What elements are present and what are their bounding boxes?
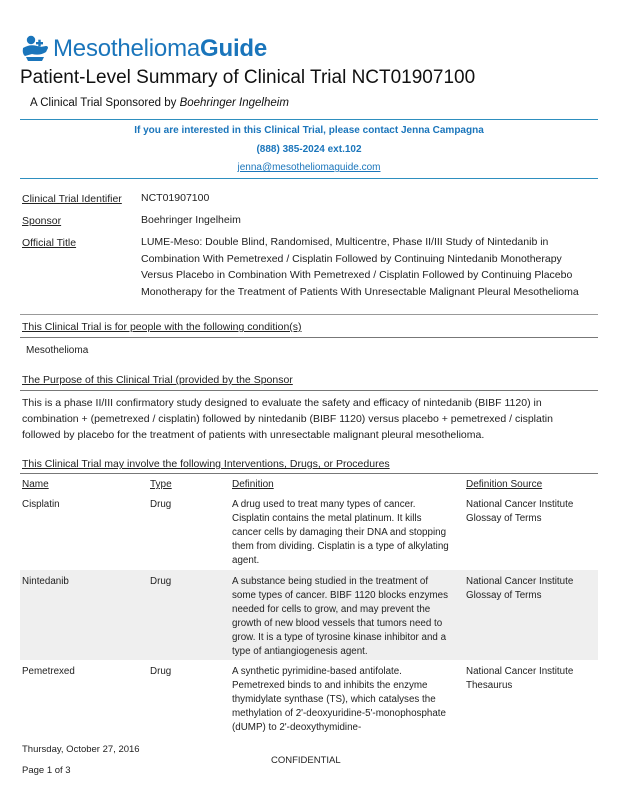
contact-line: If you are interested in this Clinical Trial, please contact Jenna Campagna	[134, 125, 484, 136]
column-header-definition: Definition	[232, 479, 274, 490]
mesothelioma-guide-logo[interactable]	[20, 32, 267, 66]
page-subtitle	[30, 97, 289, 109]
condition-value: Mesothelioma	[26, 345, 89, 356]
column-header-type: Type	[150, 479, 172, 490]
contact-phone[interactable]: (888) 385-2024 ext.102	[256, 144, 362, 155]
row-name: Pemetrexed	[22, 666, 75, 677]
subtitle-prefix: A Clinical Trial Sponsored by	[30, 97, 180, 109]
interventions-heading: This Clinical Trial may involve the following Interventions, Drugs, or Procedures	[22, 458, 390, 470]
contact-email-link[interactable]: jenna@mesotheliomaguide.com	[237, 162, 381, 173]
row-type: Drug	[150, 666, 172, 677]
column-header-name: Name	[22, 479, 49, 490]
details-divider	[20, 314, 598, 315]
row-source: National Cancer Institute Glossay of Terms	[466, 576, 574, 602]
row-source: National Cancer Institute Glossay of Terms	[466, 499, 574, 525]
logo-wordmark	[53, 34, 267, 64]
purpose-text: This is a phase II/III confirmatory study designed to evaluate the safety and efficacy of nintedanib (BIBF 1120) in combination + (pemetrexed / cisplatin) followed by nintedanib (BIBF 1120) versus placebo + pemetrexed / cisplatin followed by placebo for the treatment of patients with unresectable malignant pleural mesothelioma.	[22, 397, 553, 441]
interventions-heading-rule	[20, 473, 598, 474]
detail-value-sponsor: Boehringer Ingelheim	[141, 214, 241, 226]
detail-label-sponsor: Sponsor	[22, 215, 62, 227]
logo-text-part1: Mesothelioma	[53, 35, 201, 62]
footer-confidential: CONFIDENTIAL	[271, 755, 341, 766]
row-definition: A drug used to treat many types of cancer. Cisplatin contains the metal platinum. It kills cancer cells by damaging their DNA and stopping them from dividing. Cisplatin is a type of alkylating agent.	[232, 499, 449, 567]
column-header-source: Definition Source	[466, 479, 543, 490]
subtitle-sponsor: Boehringer Ingelheim	[179, 97, 289, 109]
footer-page-number: Page 1 of 3	[22, 765, 71, 776]
row-type: Drug	[150, 499, 172, 510]
detail-label-official-title: Official Title	[22, 237, 77, 249]
detail-label-identifier: Clinical Trial Identifier	[22, 193, 122, 205]
logo-text-part2: Guide	[200, 35, 268, 62]
page-title: Patient-Level Summary of Clinical Trial NCT01907100	[20, 67, 476, 88]
row-definition: A synthetic pyrimidine-based antifolate. Pemetrexed binds to and inhibits the enzyme thymidylate synthase (TS), which catalyses the methylation of 2'-deoxyuridine-5'-monophosphate (dUMP) to 2'-deoxythymidine-	[232, 666, 446, 734]
contact-bottom-divider	[20, 178, 598, 179]
purpose-heading-rule	[20, 390, 598, 391]
row-definition: A substance being studied in the treatment of some types of cancer. BIBF 1120 blocks enzymes needed for cells to grow, and may prevent the growth of new blood vessels that tumors need to grow. It is a type of tyrosine kinase inhibitor and a type of antiangiogenesis agent.	[232, 576, 448, 658]
row-source: National Cancer Institute Thesaurus	[466, 666, 574, 692]
row-name: Cisplatin	[22, 499, 60, 510]
detail-value-official-title: LUME-Meso: Double Blind, Randomised, Multicentre, Phase II/III Study of Nintedanib in Combination With Pemetrexed / Cisplatin Followed by Continuing Nintedanib Monotherapy Versus Placebo in Combination With Pemetrexed / Cisplatin Followed by Continuing Placebo Monotherapy for the Treatment of Patients With Unresectable Malignant Pleural Mesothelioma	[141, 236, 579, 298]
row-type: Drug	[150, 576, 172, 587]
contact-top-divider	[20, 119, 598, 120]
detail-value-identifier: NCT01907100	[141, 192, 210, 204]
footer-date: Thursday, October 27, 2016	[22, 744, 140, 755]
condition-heading: This Clinical Trial is for people with the following condition(s)	[22, 321, 302, 333]
caregiver-icon	[20, 34, 50, 64]
row-name: Nintedanib	[22, 576, 69, 587]
purpose-heading: The Purpose of this Clinical Trial (provided by the Sponsor	[22, 374, 293, 386]
condition-heading-rule	[20, 337, 598, 338]
